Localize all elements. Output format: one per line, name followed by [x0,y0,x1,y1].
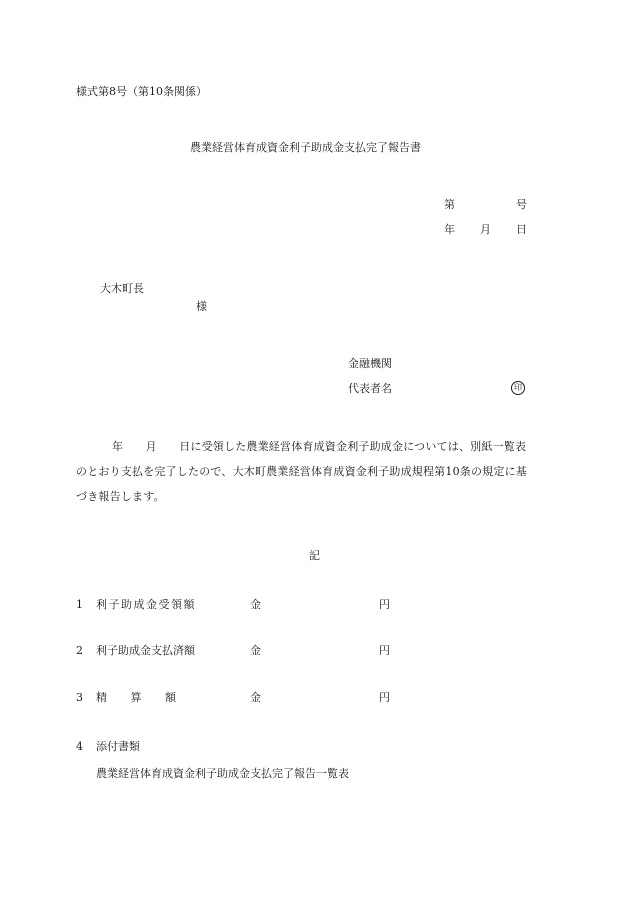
item-label: 利子助成金支払済額 [96,644,195,657]
attachments-item: 農業経営体育成資金利子助成金支払完了報告一覧表 [96,767,349,780]
body-paragraph [76,434,552,509]
item-number: 3 [76,691,83,704]
addressee-name: 大木町長 [100,282,144,295]
item-label: 利子助成金受領額 [96,598,196,611]
item-number: 2 [76,644,83,657]
sender-institution-label: 金融機関 [348,357,392,370]
item-en: 円 [379,598,390,611]
date-year: 年 [444,223,455,236]
document-title: 農業経営体育成資金利子助成金支払完了報告書 [190,141,421,154]
body-line-3: づき報告します。 [76,490,165,503]
item-kin: 金 [250,598,261,611]
item-kin: 金 [250,644,261,657]
sender-representative-label: 代表者名 [348,382,392,395]
attachments-label: 添付書類 [96,740,140,753]
seal-mark: 印 [511,381,525,395]
ki-heading: 記 [309,549,320,562]
item-en: 円 [379,644,390,657]
attachments-number: 4 [76,740,83,753]
body-line-1: 年 月 日に受領した農業経営体育成資金利子助成金については、別紙一覧表 [112,440,527,453]
date-day: 日 [516,223,527,236]
form-label: 様式第8号（第10条関係） [76,85,207,98]
item-number: 1 [76,598,83,611]
item-label: 精 算 額 [96,691,177,704]
item-kin: 金 [250,691,261,704]
addressee-honorific: 様 [196,300,207,313]
body-line-2: のとおり支払を完了したので、大木町農業経営体育成資金利子助成規程第10条の規定に基 [76,465,527,478]
number-go: 号 [516,198,527,211]
date-month: 月 [480,223,491,236]
item-en: 円 [379,691,390,704]
number-dai: 第 [444,198,455,211]
